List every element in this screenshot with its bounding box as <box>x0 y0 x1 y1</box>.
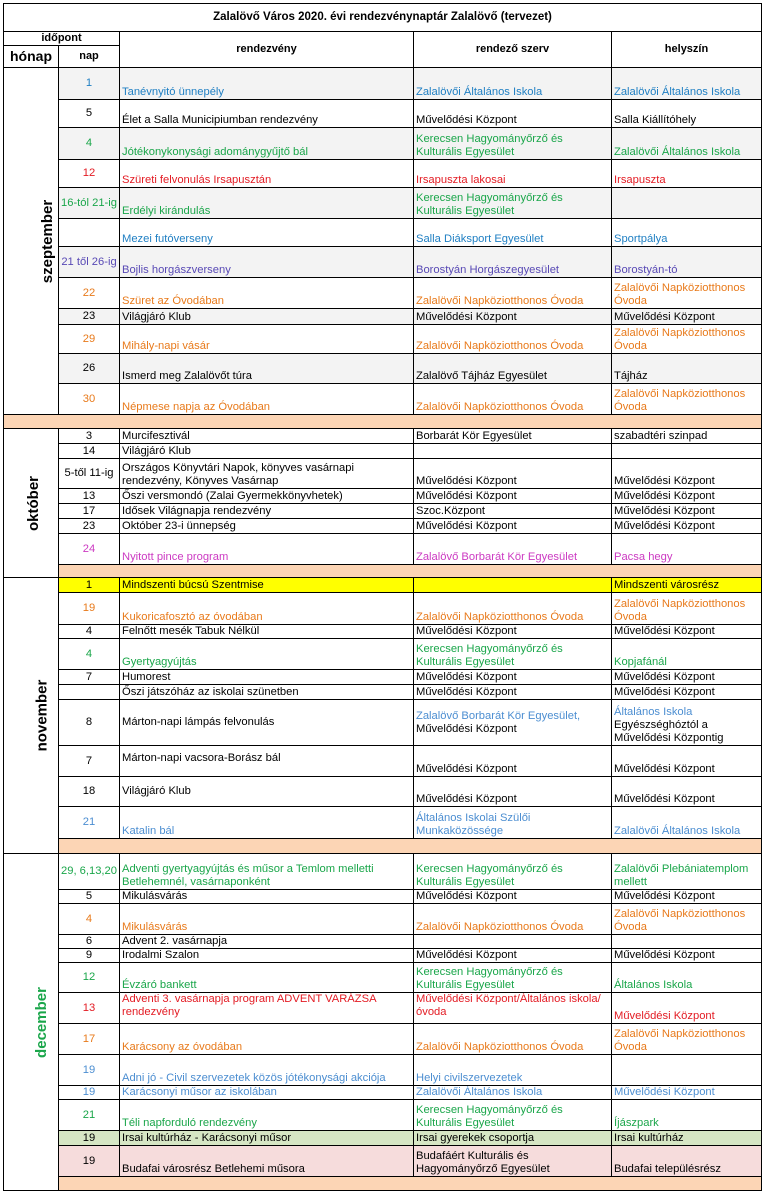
event-day: 23 <box>59 309 120 325</box>
table-title: Zalalövő Város 2020. évi rendezvénynaptár Zalalövő (tervezet) <box>4 4 762 32</box>
event-location: Zalalövői Általános Iskola <box>612 807 762 839</box>
month-separator <box>4 839 762 854</box>
header-honap: hónap <box>4 46 59 68</box>
event-location: Művelődési Központ <box>612 489 762 504</box>
event-name: Jótékonykonysági adománygyűjtő bál <box>120 128 414 160</box>
event-organizer: Általános Iskolai Szülői Munkaközössége <box>414 807 612 839</box>
event-organizer: Borostyán Horgászegyesület <box>414 247 612 278</box>
header-rendezo: rendező szerv <box>414 32 612 68</box>
event-name: Élet a Salla Municipiumban rendezvény <box>120 100 414 128</box>
event-location: Művelődési Központ <box>612 625 762 639</box>
event-location: Borostyán-tó <box>612 247 762 278</box>
header-nap: nap <box>59 46 120 68</box>
event-name: Adni jó - Civil szervezetek közös jótékonysági akciója <box>120 1055 414 1086</box>
event-organizer: Irsapuszta lakosai <box>414 160 612 188</box>
event-day: 24 <box>59 534 120 565</box>
event-organizer: Művelődési Központ <box>414 625 612 639</box>
event-day: 22 <box>59 278 120 309</box>
header-helyszin: helyszín <box>612 32 762 68</box>
event-day: 5 <box>59 890 120 904</box>
event-name: Karácsony az óvodában <box>120 1024 414 1055</box>
event-location <box>612 935 762 949</box>
event-day: 19 <box>59 1086 120 1100</box>
event-name: Márton-napi vacsora-Borász bál <box>120 746 414 777</box>
event-name: Szüreti felvonulás Irsapusztán <box>120 160 414 188</box>
event-name: Irsai kultúrház - Karácsonyi műsor <box>120 1131 414 1146</box>
event-day: 21 <box>59 807 120 839</box>
event-day: 7 <box>59 670 120 685</box>
event-day: 23 <box>59 519 120 534</box>
event-organizer <box>414 444 612 459</box>
event-day: 19 <box>59 1131 120 1146</box>
event-name: Tanévnyitó ünnepély <box>120 68 414 100</box>
event-day: 6 <box>59 935 120 949</box>
event-location: Művelődési Központ <box>612 685 762 700</box>
month-label-december: december <box>4 854 59 1191</box>
event-location: Zalalövői Napköziotthonos Óvoda <box>612 278 762 309</box>
event-organizer: Zalalövő Tájház Egyesület <box>414 354 612 384</box>
event-location: Zalalövői Általános Iskola <box>612 128 762 160</box>
event-name: Kukoricafosztó az óvodában <box>120 593 414 625</box>
event-organizer: Zalalövői Napköziotthonos Óvoda <box>414 325 612 354</box>
event-location: Salla Kiállítóhely <box>612 100 762 128</box>
event-location: Művelődési Központ <box>612 777 762 807</box>
event-name: Őszi játszóház az iskolai szünetben <box>120 685 414 700</box>
event-organizer: Művelődési Központ <box>414 519 612 534</box>
event-location: Művelődési Központ <box>612 309 762 325</box>
event-location: Zalalövői Általános Iskola <box>612 68 762 100</box>
event-organizer: Művelődési Központ <box>414 685 612 700</box>
event-location-route: Egyészséghóztól a Művelődési Központig <box>614 719 724 744</box>
event-name: Advent 2. vasárnapja <box>120 935 414 949</box>
calendar-table-wrapper <box>3 3 762 1191</box>
event-location: Művelődési Központ <box>612 504 762 519</box>
event-organizer: Zalalövői Napköziotthonos Óvoda <box>414 278 612 309</box>
event-day <box>59 219 120 247</box>
event-location: Művelődési Központ <box>612 670 762 685</box>
event-location: Művelődési Központ <box>612 519 762 534</box>
event-day: 18 <box>59 777 120 807</box>
event-location: Művelődési Központ <box>612 993 762 1024</box>
event-name: Mihály-napi vásár <box>120 325 414 354</box>
event-day: 19 <box>59 593 120 625</box>
event-day: 9 <box>59 949 120 963</box>
event-day: 29, 6,13,20 <box>59 854 120 890</box>
event-day: 19 <box>59 1055 120 1086</box>
event-location: Művelődési Központ <box>612 890 762 904</box>
event-location: Sportpálya <box>612 219 762 247</box>
event-day: 3 <box>59 429 120 444</box>
event-name: Murcifesztivál <box>120 429 414 444</box>
event-organizer: Zalalövői Általános Iskola <box>414 68 612 100</box>
event-name: Nyitott pince program <box>120 534 414 565</box>
event-location: Művelődési Központ <box>612 459 762 489</box>
event-location: Zalalövői Napköziotthonos Óvoda <box>612 325 762 354</box>
event-organizer: Salla Diáksport Egyesület <box>414 219 612 247</box>
event-location: Irsapuszta <box>612 160 762 188</box>
event-day: 8 <box>59 700 120 746</box>
event-day: 19 <box>59 1146 120 1177</box>
event-day: 21 <box>59 1100 120 1131</box>
event-organizer: Művelődési Központ <box>414 890 612 904</box>
event-name: Népmese napja az Óvodában <box>120 384 414 415</box>
event-location: Zalalövői Napköziotthonos Óvoda <box>612 1024 762 1055</box>
event-organizer: Művelődési Központ <box>414 489 612 504</box>
event-organizer: Művelődési Központ <box>414 459 612 489</box>
event-day: 30 <box>59 384 120 415</box>
event-organizer-secondary: Művelődési Központ <box>416 722 517 735</box>
event-organizer: Művelődési Központ <box>414 949 612 963</box>
event-day: 12 <box>59 963 120 993</box>
event-location: Zalalövői Napköziotthonos Óvoda <box>612 904 762 935</box>
event-day: 13 <box>59 993 120 1024</box>
event-day: 21 től 26-ig <box>59 247 120 278</box>
event-organizer: Kerecsen Hagyományőrző és Kulturális Egyesület <box>414 188 612 219</box>
event-name: Szüret az Óvodában <box>120 278 414 309</box>
event-organizer: Zalalövői Napköziotthonos Óvoda <box>414 904 612 935</box>
event-calendar-table <box>3 3 762 1191</box>
event-organizer: Művelődési Központ/Általános iskola/óvoda <box>414 993 612 1024</box>
event-name: Felnőtt mesék Tabuk Nélkül <box>120 625 414 639</box>
event-organizer: Irsai gyerekek csoportja <box>414 1131 612 1146</box>
event-name: Ismerd meg Zalalövőt túra <box>120 354 414 384</box>
event-location: Általános Iskola <box>612 963 762 993</box>
event-day: 1 <box>59 578 120 593</box>
event-day: 4 <box>59 625 120 639</box>
event-location: Zalalövői Napköziotthonos Óvoda <box>612 384 762 415</box>
event-day: 29 <box>59 325 120 354</box>
event-name: Téli napforduló rendezvény <box>120 1100 414 1131</box>
event-organizer: Kerecsen Hagyományőrző és Kulturális Egyesület <box>414 1100 612 1131</box>
event-location <box>612 1055 762 1086</box>
event-organizer: Helyi civilszervezetek <box>414 1055 612 1086</box>
event-location: szabadtéri szinpad <box>612 429 762 444</box>
event-location: Zalalövői Plebániatemplom mellett <box>612 854 762 890</box>
event-location-start: Általános Iskola <box>614 706 693 718</box>
event-name: Mikulásvárás <box>120 890 414 904</box>
month-label-november: november <box>4 578 59 854</box>
event-day: 4 <box>59 639 120 670</box>
event-organizer: Zalalövői Napköziotthonos Óvoda <box>414 593 612 625</box>
event-name: Adventi 3. vasárnapja program ADVENT VARÁZSA rendezvény <box>120 993 414 1024</box>
event-name: Idősek Világnapja rendezvény <box>120 504 414 519</box>
event-organizer: Kerecsen Hagyományőrző és Kulturális Egyesület <box>414 639 612 670</box>
event-day: 12 <box>59 160 120 188</box>
event-location: Irsai kultúrház <box>612 1131 762 1146</box>
month-label-september: szeptember <box>4 68 59 415</box>
event-day: 4 <box>59 128 120 160</box>
month-separator <box>4 1177 762 1191</box>
event-name: Karácsonyi műsor az iskolában <box>120 1086 414 1100</box>
event-location: Pacsa hegy <box>612 534 762 565</box>
event-name: Országos Könyvtári Napok, könyves vasárnapi rendezvény, Könyves Vasárnap <box>120 459 414 489</box>
event-location: Zalalövői Napköziotthonos Óvoda <box>612 593 762 625</box>
event-organizer: Zalalövő Borbarát Kör Egyesület <box>414 534 612 565</box>
event-day: 17 <box>59 1024 120 1055</box>
event-organizer-primary: Zalalövő Borbarát Kör Egyesület, <box>416 709 581 722</box>
event-location: Művelődési Központ <box>612 1086 762 1100</box>
event-name: Világjáró Klub <box>120 444 414 459</box>
event-name: Katalin bál <box>120 807 414 839</box>
event-location <box>612 444 762 459</box>
event-day: 26 <box>59 354 120 384</box>
event-organizer <box>414 578 612 593</box>
event-name: Márton-napi lámpás felvonulás <box>120 700 414 746</box>
event-organizer: Kerecsen Hagyományőrző és Kulturális Egyesület <box>414 128 612 160</box>
event-day: 5-től 11-ig <box>59 459 120 489</box>
event-day: 14 <box>59 444 120 459</box>
event-day <box>59 685 120 700</box>
event-day: 4 <box>59 904 120 935</box>
event-day: 17 <box>59 504 120 519</box>
event-organizer: Budafáért Kulturális és Hagyományőrző Egyesület <box>414 1146 612 1177</box>
event-organizer: Művelődési Központ <box>414 670 612 685</box>
event-name: Évzáró bankett <box>120 963 414 993</box>
event-name: Világjáró Klub <box>120 309 414 325</box>
month-separator <box>4 415 762 429</box>
event-day: 5 <box>59 100 120 128</box>
event-organizer <box>414 700 612 746</box>
event-location: Művelődési Központ <box>612 746 762 777</box>
event-organizer: Művelődési Központ <box>414 309 612 325</box>
event-organizer: Művelődési Központ <box>414 777 612 807</box>
event-name: Mindszenti búcsú Szentmise <box>120 578 414 593</box>
event-location: Íjászpark <box>612 1100 762 1131</box>
event-name: Irodalmi Szalon <box>120 949 414 963</box>
event-name: Mikulásvárás <box>120 904 414 935</box>
event-name: Mezei futóverseny <box>120 219 414 247</box>
event-organizer: Művelődési Központ <box>414 746 612 777</box>
event-name: Humorest <box>120 670 414 685</box>
event-organizer: Zalalövői Napköziotthonos Óvoda <box>414 384 612 415</box>
event-location: Művelődési Központ <box>612 949 762 963</box>
event-name: Őszi versmondó (Zalai Gyermekkönyvhetek) <box>120 489 414 504</box>
event-location: Mindszenti városrész <box>612 578 762 593</box>
event-day: 7 <box>59 746 120 777</box>
event-location: Budafai településrész <box>612 1146 762 1177</box>
event-organizer: Zalalövői Napköziotthonos Óvoda <box>414 1024 612 1055</box>
event-organizer: Borbarát Kör Egyesület <box>414 429 612 444</box>
event-location <box>612 188 762 219</box>
event-organizer: Szoc.Központ <box>414 504 612 519</box>
event-name: Budafai városrész Betlehemi műsora <box>120 1146 414 1177</box>
event-day: 16-tól 21-ig <box>59 188 120 219</box>
event-location: Tájház <box>612 354 762 384</box>
event-name: Világjáró Klub <box>120 777 414 807</box>
event-name: Adventi gyertyagyújtás és műsor a Temlom melletti Betlehemnél, vasárnaponként <box>120 854 414 890</box>
event-day: 13 <box>59 489 120 504</box>
event-name: Gyertyagyújtás <box>120 639 414 670</box>
event-organizer: Kerecsen Hagyományőrző és Kulturális Egyesület <box>414 854 612 890</box>
event-name: Erdélyi kirándulás <box>120 188 414 219</box>
month-separator <box>4 565 762 578</box>
header-rendezveny: rendezvény <box>120 32 414 68</box>
header-idopont: időpont <box>4 32 120 46</box>
event-organizer: Kerecsen Hagyományőrző és Kulturális Egyesület <box>414 963 612 993</box>
month-label-october: október <box>4 429 59 578</box>
event-location <box>612 700 762 746</box>
event-organizer <box>414 935 612 949</box>
event-organizer: Művelődési Központ <box>414 100 612 128</box>
event-location: Kopjafánál <box>612 639 762 670</box>
event-organizer: Zalalövői Általános Iskola <box>414 1086 612 1100</box>
event-day: 1 <box>59 68 120 100</box>
event-name: Október 23-i ünnepség <box>120 519 414 534</box>
event-name: Bojlis horgászverseny <box>120 247 414 278</box>
